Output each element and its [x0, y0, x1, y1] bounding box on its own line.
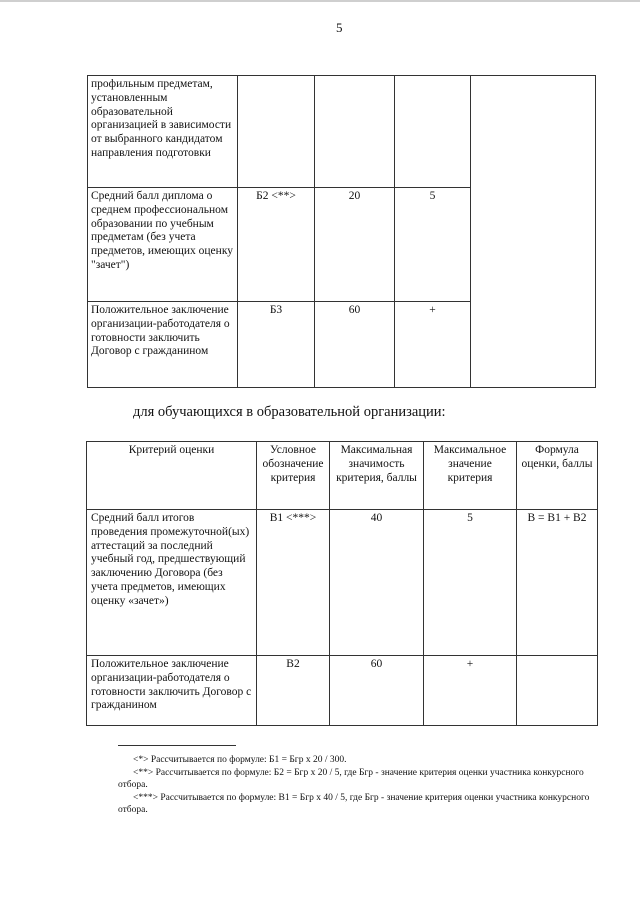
formula-cell: В = В1 + В2 [517, 510, 598, 656]
value-cell: + [424, 656, 517, 726]
max-cell: 20 [315, 188, 395, 302]
max-cell: 60 [315, 302, 395, 388]
criterion-cell: Средний балл итогов проведения промежуточной(ых) аттестаций за последний учебный год, предшествующий заключению Договора (без учета предметов, имеющих оценку «зачет») [87, 510, 257, 656]
criterion-cell: Средний балл диплома о среднем профессиональном образовании по учебным предметам (без учета предметов, имеющих оценку "зачет") [88, 188, 238, 302]
table-header-row [87, 442, 598, 510]
header-criterion: Критерий оценки [87, 442, 257, 510]
symbol-cell: В1 <***> [257, 510, 330, 656]
table-row [87, 656, 598, 726]
header-symbol: Условное обозначение критерия [257, 442, 330, 510]
table-row [88, 76, 596, 188]
value-cell: 5 [424, 510, 517, 656]
max-cell: 60 [330, 656, 424, 726]
min-cell: + [395, 302, 471, 388]
symbol-cell [238, 76, 315, 188]
criteria-table-students [86, 441, 598, 726]
criterion-cell: Положительное заключение организации-работодателя о готовности заключить Договор с гражданином [87, 656, 257, 726]
formula-cell [471, 76, 596, 388]
min-cell [395, 76, 471, 188]
footnote-separator [118, 745, 236, 746]
max-cell [315, 76, 395, 188]
footnote-2: <**> Рассчитывается по формуле: Б2 = Бгр х 20 / 5, где Бгр - значение критерия оценки участника конкурсного отбора. [118, 768, 584, 790]
header-max-significance: Максимальная значимость критерия, баллы [330, 442, 424, 510]
symbol-cell: Б2 <**> [238, 188, 315, 302]
footnote-1: <*> Рассчитывается по формуле: Б1 = Бгр х 20 / 300. [133, 755, 347, 765]
criteria-table-continued [87, 75, 596, 388]
page-number: 5 [336, 20, 343, 35]
section-intro: для обучающихся в образовательной организации: [133, 404, 446, 420]
min-cell: 5 [395, 188, 471, 302]
table-row [87, 510, 598, 656]
criterion-cell: Положительное заключение организации-работодателя о готовности заключить Договор с гражданином [88, 302, 238, 388]
criterion-cell: профильным предметам, установленным образовательной организацией в зависимости от выбранного кандидатом направления подготовки [88, 76, 238, 188]
symbol-cell: В2 [257, 656, 330, 726]
header-formula: Формула оценки, баллы [517, 442, 598, 510]
formula-cell [517, 656, 598, 726]
symbol-cell: Б3 [238, 302, 315, 388]
header-max-value: Максимальное значение критерия [424, 442, 517, 510]
page-top-border [0, 0, 640, 2]
footnote-3: <***> Рассчитывается по формуле: В1 = Бгр х 40 / 5, где Бгр - значение критерия оценки участника конкурсного отбора. [118, 793, 590, 815]
max-cell: 40 [330, 510, 424, 656]
